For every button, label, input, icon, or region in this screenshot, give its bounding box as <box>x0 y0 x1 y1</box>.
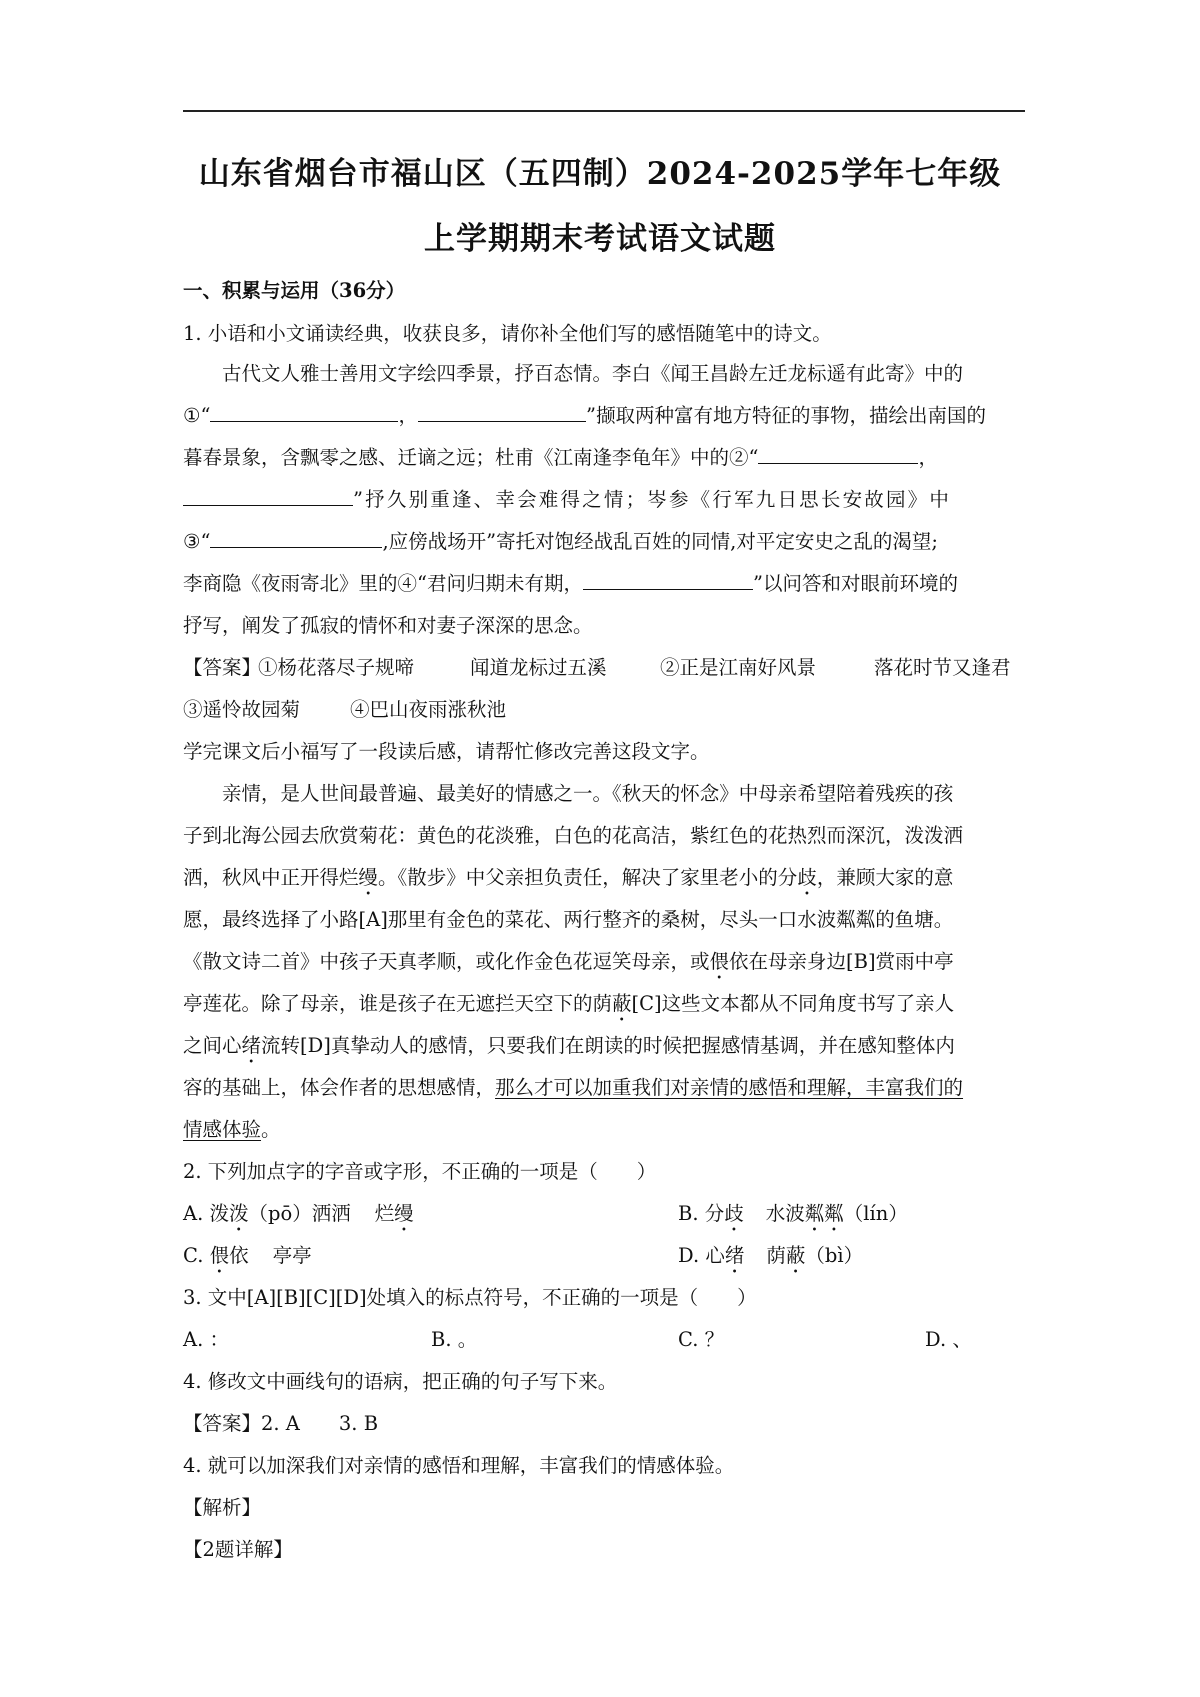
passage-line1: 亲情，是人世间最普遍、最美好的情感之一。《秋天的怀念》中母亲希望陪着残疾的孩 <box>222 782 954 805</box>
q1-line3: 暮春景象，含飘零之感、迁谪之远；杜甫《江南逢李龟年》中的②“ ， <box>183 446 938 469</box>
passage-line9: 情感体验。 <box>183 1118 281 1141</box>
document-title-line1: 山东省烟台市福山区（五四制）2024-2025学年七年级 <box>198 156 1002 192</box>
passage-line4: 愿，最终选择了小路[A]那里有金色的菜花、两行整齐的桑树，尽头一口水波粼粼的鱼塘。 <box>183 908 954 931</box>
blank-2[interactable] <box>418 403 586 422</box>
q1-line1: 古代文人雅士善用文字绘四季景，抒百态情。李白《闻王昌龄左迁龙标遥有此寄》中的 <box>222 362 964 385</box>
passage-line8: 容的基础上，体会作者的思想感情，那么才可以加重我们对亲情的感悟和理解，丰富我们的 <box>183 1076 964 1099</box>
detail-label: 【2题详解】 <box>183 1538 293 1561</box>
answer2-q4: 4. 就可以加深我们对亲情的感悟和理解，丰富我们的情感体验。 <box>183 1454 735 1477</box>
q3-option-d: D. 、 <box>925 1328 972 1351</box>
document-title-line2: 上学期期末考试语文试题 <box>424 221 776 257</box>
q1-line5: ③“ ,应傍战场开”寄托对饱经战乱百姓的同情,对平定安史之乱的渴望; <box>183 530 938 553</box>
q4-stem: 4. 修改文中画线句的语病，把正确的句子写下来。 <box>183 1370 618 1393</box>
answer1-a5: ③遥怜故园菊 <box>183 698 301 721</box>
q3-stem: 3. 文中[A][B][C][D]处填入的标点符号，不正确的一项是（ ） <box>183 1286 757 1309</box>
passage-line7: 之间心绪流转[D]真挚动人的感情，只要我们在朗读的时候把握感情基调，并在感知整体内 <box>183 1034 955 1057</box>
q1-stem: 1. 小语和小文诵读经典，收获良多，请你补全他们写的感悟随笔中的诗文。 <box>183 322 832 345</box>
answer1-label: 【答案】 <box>183 656 262 679</box>
q2-stem: 2. 下列加点字的字音或字形，不正确的一项是（ ） <box>183 1160 657 1183</box>
q1-line6: 李商隐《夜雨寄北》里的④“君问归期未有期， ”以问答和对眼前环境的 <box>183 572 958 595</box>
q1-line2: ①“ ， ”撷取两种富有地方特征的事物，描绘出南国的 <box>183 404 986 427</box>
q2-option-a: A. 泼泼（pō）洒洒 烂缦 <box>183 1202 414 1225</box>
answer1-a6: ④巴山夜雨涨秋池 <box>350 698 507 721</box>
q3-option-b: B. 。 <box>431 1328 478 1351</box>
underlined-sentence: 那么才可以加重我们对亲情的感悟和理解，丰富我们的 <box>495 1076 964 1099</box>
q2-option-b: B. 分歧 水波粼粼（lín） <box>678 1202 908 1225</box>
analysis-label: 【解析】 <box>183 1496 262 1519</box>
passage-line2: 子到北海公园去欣赏菊花：黄色的花淡雅，白色的花高洁，紫红色的花热烈而深沉，泼泼洒 <box>183 824 964 847</box>
answer1-a3: ②正是江南好风景 <box>660 656 817 679</box>
q2-option-d: D. 心绪 荫蔽（bì） <box>678 1244 864 1267</box>
q1-line7: 抒写，阐发了孤寂的情怀和对妻子深深的思念。 <box>183 614 593 637</box>
header-rule <box>183 110 1025 112</box>
q2-option-c: C. 偎依 亭亭 <box>183 1244 312 1267</box>
section-heading: 一、积累与运用（36分） <box>183 279 406 302</box>
answer2-line: 【答案】2. A 3. B <box>183 1412 379 1435</box>
answer1-a4: 落花时节又逢君 <box>874 656 1011 679</box>
q3-option-a: A. ： <box>183 1328 229 1351</box>
blank-6[interactable] <box>583 571 753 590</box>
passage-line3: 洒，秋风中正开得烂缦。《散步》中父亲担负责任，解决了家里老小的分歧，兼顾大家的意 <box>183 866 954 889</box>
passage-line5: 《散文诗二首》中孩子天真孝顺，或化作金色花逗笑母亲，或偎依在母亲身边[B]赏雨中亭 <box>183 950 954 973</box>
q1-line4: ”抒久别重逢、幸会难得之情；岑参《行军九日思长安故园》中 <box>183 484 951 512</box>
passage-intro: 学完课文后小福写了一段读后感，请帮忙修改完善这段文字。 <box>183 740 710 763</box>
q3-option-c: C. ？ <box>678 1328 725 1351</box>
blank-3[interactable] <box>758 445 918 464</box>
answer1-a2: 闻道龙标过五溪 <box>470 656 607 679</box>
underlined-sentence-end: 情感体验 <box>183 1118 262 1141</box>
passage-line6: 亭莲花。除了母亲，谁是孩子在无遮拦天空下的荫蔽[C]这些文本都从不同角度书写了亲人 <box>183 992 955 1015</box>
answer1-a1: ①杨花落尽子规啼 <box>258 656 415 679</box>
blank-1[interactable] <box>210 403 398 422</box>
blank-4[interactable] <box>183 487 353 506</box>
blank-5[interactable] <box>210 529 382 548</box>
